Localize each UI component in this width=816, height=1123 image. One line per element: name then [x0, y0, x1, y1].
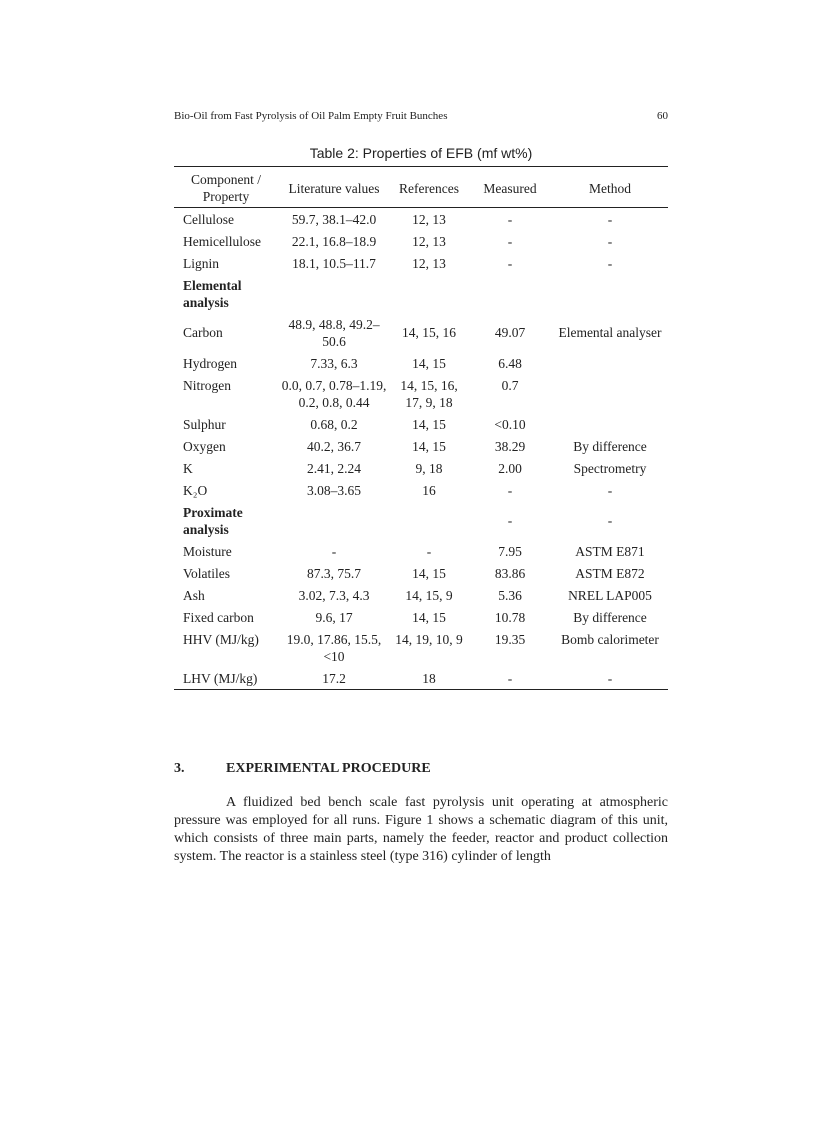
- measured-cell: 49.07: [494, 325, 526, 340]
- method-cell: [552, 374, 668, 413]
- references-cell: 14, 15: [412, 416, 446, 432]
- method-cell: -: [607, 513, 613, 528]
- measured-cell: 10.78: [494, 609, 526, 625]
- measured-cell: 19.35: [494, 631, 526, 647]
- component-cell: Volatiles: [183, 565, 230, 581]
- measured-cell: -: [468, 667, 552, 690]
- component-cell: Proximate analysis: [183, 504, 243, 537]
- measured-cell: <0.10: [494, 416, 526, 432]
- references-cell: 12, 13: [412, 233, 446, 249]
- references-cell: 12, 13: [412, 255, 446, 271]
- method-cell: [552, 352, 668, 374]
- references-cell: 14, 15: [412, 609, 446, 625]
- table-row: [174, 252, 668, 274]
- component-cell: Moisture: [183, 543, 232, 559]
- component-cell: Oxygen: [183, 438, 226, 454]
- component-cell: Fixed carbon: [183, 609, 254, 625]
- table-row: [174, 313, 668, 352]
- method-cell: -: [552, 667, 668, 690]
- literature-cell: 7.33, 6.3: [310, 355, 358, 371]
- table-row: [174, 501, 668, 540]
- literature-cell: 0.0, 0.7, 0.78–1.19, 0.2, 0.8, 0.44: [281, 377, 387, 410]
- component-cell: HHV (MJ/kg): [183, 631, 259, 647]
- table-row: [174, 562, 668, 584]
- method-cell: -: [607, 211, 613, 227]
- literature-cell: 9.6, 17: [315, 609, 353, 625]
- body-paragraph: A fluidized bed bench scale fast pyrolysis unit operating at atmospheric pressure was employed for all runs. Figure 1 shows a schematic diagram of this unit, which consists of three main parts, namely the feeder, reactor and product collection system. The reactor is a stainless steel (type 316) cylinder of length: [174, 795, 668, 864]
- method-cell: ASTM E872: [575, 565, 645, 581]
- component-cell: Sulphur: [183, 416, 226, 432]
- table-row: [174, 457, 668, 479]
- table-row: [174, 584, 668, 606]
- method-cell: [552, 413, 668, 435]
- literature-cell: 40.2, 36.7: [307, 438, 361, 454]
- component-cell: Cellulose: [183, 211, 234, 227]
- table-row: [174, 208, 668, 231]
- table-row: [174, 606, 668, 628]
- method-cell: -: [607, 233, 613, 249]
- measured-cell: -: [507, 513, 513, 528]
- references-cell: 14, 15, 16, 17, 9, 18: [400, 377, 458, 410]
- literature-cell: 17.2: [278, 667, 390, 690]
- table-row: [174, 352, 668, 374]
- table-body: [174, 208, 668, 690]
- column-header: References: [390, 167, 468, 208]
- column-header: Literature values: [278, 167, 390, 208]
- running-header: [174, 110, 668, 122]
- method-cell: NREL LAP005: [568, 587, 652, 603]
- measured-cell: -: [507, 255, 513, 271]
- column-header: Component / Property: [174, 167, 278, 208]
- references-cell: [390, 274, 468, 313]
- literature-cell: 3.08–3.65: [307, 482, 361, 498]
- literature-cell: 87.3, 75.7: [307, 565, 361, 581]
- measured-cell: -: [507, 211, 513, 227]
- measured-cell: 6.48: [498, 355, 522, 371]
- component-cell: LHV (MJ/kg): [174, 667, 278, 690]
- section-title: EXPERIMENTAL PROCEDURE: [226, 761, 431, 776]
- references-cell: 14, 19, 10, 9: [395, 631, 463, 647]
- literature-cell: 2.41, 2.24: [307, 460, 361, 476]
- component-cell: Hydrogen: [183, 355, 237, 371]
- references-cell: 18: [390, 667, 468, 690]
- literature-cell: [278, 274, 390, 313]
- table-row: [174, 667, 668, 690]
- measured-cell: 83.86: [494, 565, 526, 581]
- table-caption: Table 2: Properties of EFB (mf wt%): [309, 145, 533, 161]
- table-row: [174, 274, 668, 313]
- references-cell: 12, 13: [412, 211, 446, 227]
- references-cell: 14, 15: [412, 355, 446, 371]
- measured-cell: -: [507, 482, 513, 498]
- references-cell: 14, 15, 9: [405, 587, 453, 603]
- measured-cell: 0.7: [501, 377, 519, 393]
- page-number: 60: [657, 110, 668, 122]
- literature-cell: 3.02, 7.3, 4.3: [298, 587, 370, 603]
- component-cell: Nitrogen: [183, 377, 231, 393]
- component-cell: Lignin: [183, 255, 219, 271]
- section-heading: [174, 761, 668, 777]
- section-number: 3.: [174, 761, 185, 776]
- table-header-row: [174, 167, 668, 208]
- component-cell: Ash: [183, 587, 205, 603]
- method-cell: [552, 274, 668, 313]
- method-cell: -: [607, 255, 613, 271]
- references-cell: 9, 18: [415, 460, 443, 476]
- component-cell: K: [183, 460, 193, 476]
- properties-table: [174, 166, 668, 690]
- table-row: [174, 230, 668, 252]
- table-row: [174, 628, 668, 667]
- references-cell: 14, 15: [412, 565, 446, 581]
- method-cell: ASTM E871: [575, 543, 645, 559]
- literature-cell: 22.1, 16.8–18.9: [291, 233, 377, 249]
- literature-cell: 19.0, 17.86, 15.5, <10: [286, 631, 382, 664]
- measured-cell: 7.95: [498, 543, 522, 559]
- method-cell: Bomb calorimeter: [561, 631, 659, 647]
- table-row: [174, 540, 668, 562]
- method-cell: By difference: [573, 609, 647, 625]
- table-row: [174, 479, 668, 501]
- component-cell: Hemicellulose: [183, 233, 261, 249]
- literature-cell: 59.7, 38.1–42.0: [291, 211, 377, 227]
- method-cell: Spectrometry: [573, 460, 647, 476]
- component-cell: Carbon: [183, 325, 223, 340]
- component-cell: Elemental analysis: [183, 277, 242, 310]
- method-cell: -: [607, 482, 613, 498]
- references-cell: 14, 15: [412, 438, 446, 454]
- literature-cell: [278, 501, 390, 540]
- literature-cell: 18.1, 10.5–11.7: [292, 255, 376, 271]
- references-cell: 16: [422, 482, 436, 498]
- method-cell: By difference: [573, 438, 647, 454]
- references-cell: 14, 15, 16: [402, 325, 456, 340]
- measured-cell: 5.36: [498, 587, 522, 603]
- column-header: Method: [552, 167, 668, 208]
- measured-cell: 2.00: [498, 460, 522, 476]
- table-row: [174, 435, 668, 457]
- component-cell: K₂O: [183, 482, 208, 498]
- references-cell: [390, 501, 468, 540]
- references-cell: -: [426, 543, 432, 559]
- measured-cell: 38.29: [494, 438, 526, 454]
- table-row: [174, 413, 668, 435]
- column-header: Measured: [468, 167, 552, 208]
- literature-cell: 48.9, 48.8, 49.2–50.6: [288, 316, 380, 349]
- measured-cell: -: [507, 233, 513, 249]
- measured-cell: [468, 274, 552, 313]
- method-cell: Elemental analyser: [558, 325, 662, 340]
- table-row: [174, 374, 668, 413]
- literature-cell: 0.68, 0.2: [310, 416, 358, 432]
- running-title: Bio-Oil from Fast Pyrolysis of Oil Palm Empty Fruit Bunches: [174, 110, 448, 122]
- literature-cell: -: [331, 543, 337, 559]
